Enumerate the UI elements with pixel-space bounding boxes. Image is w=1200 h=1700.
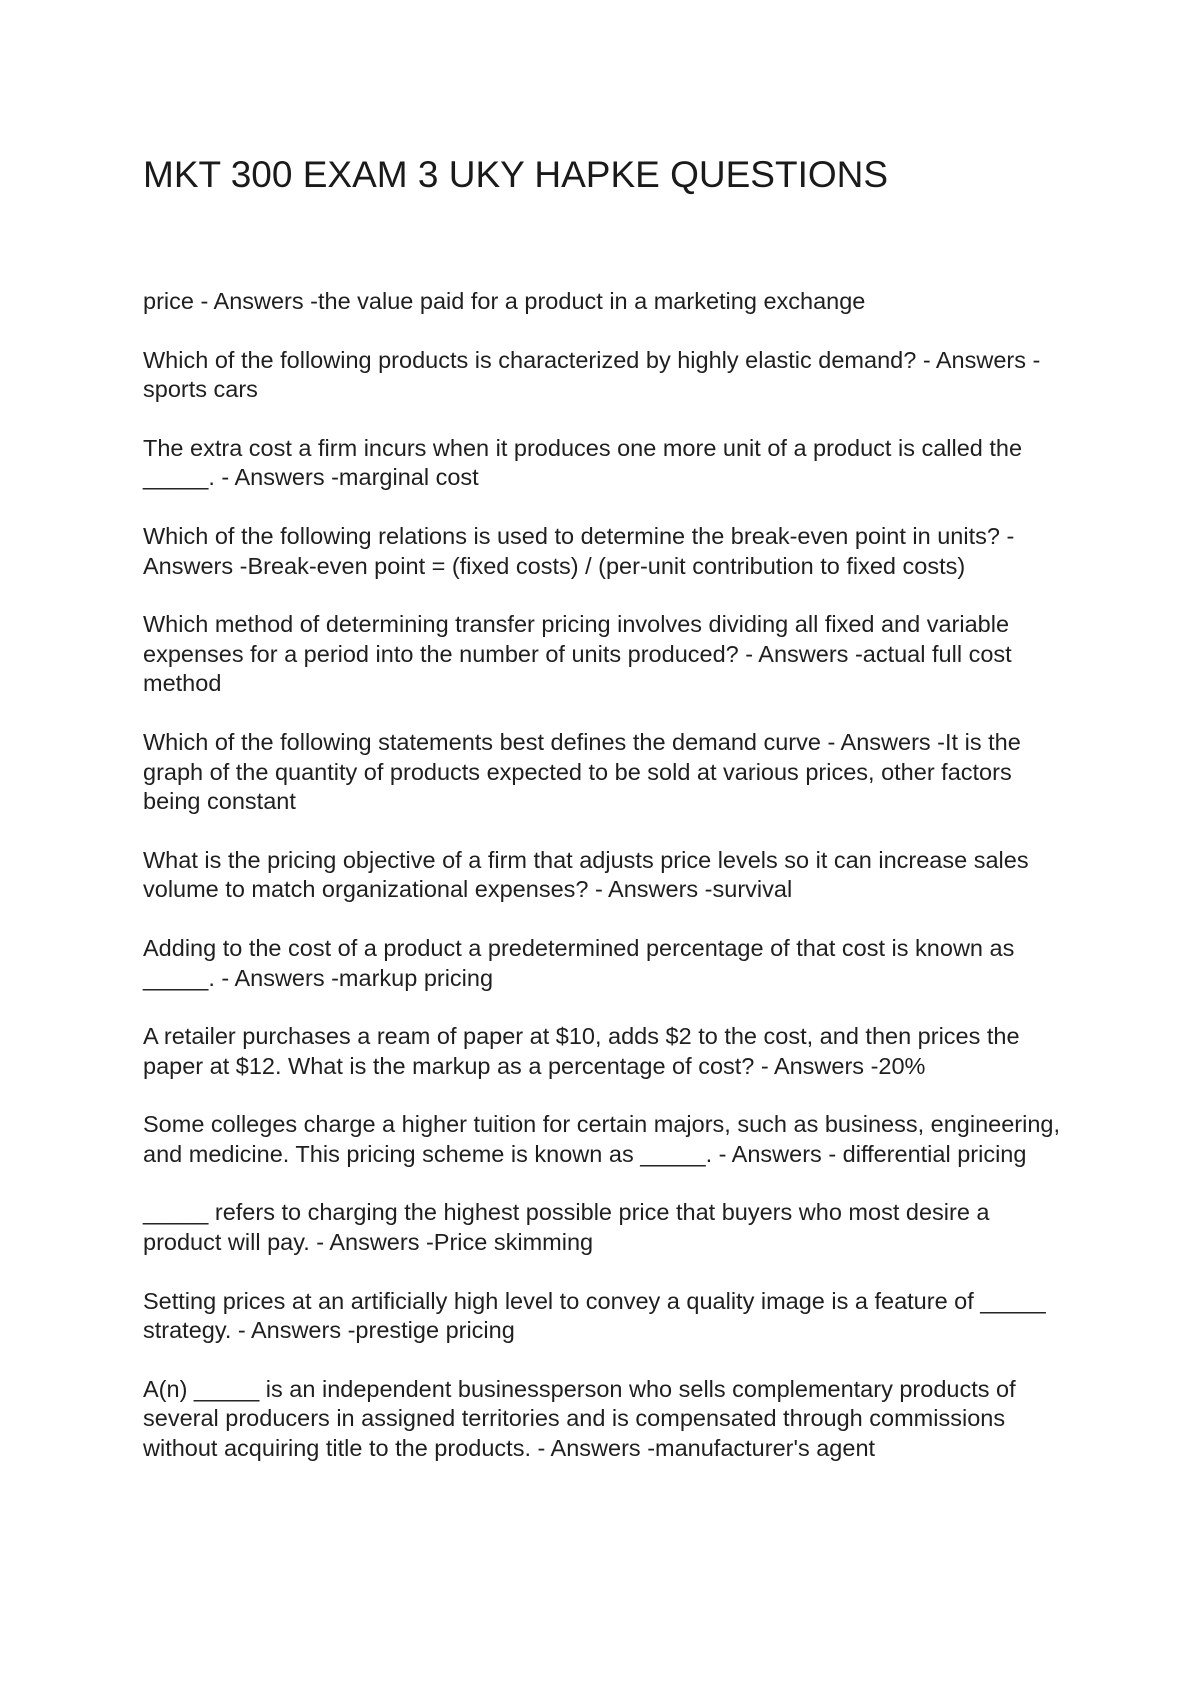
qa-item: Setting prices at an artificially high level to convey a quality image is a feature of _____ strategy. - Answers -prestige pricing: [143, 1287, 1046, 1344]
qa-item: Which method of determining transfer pricing involves dividing all fixed and variable expenses for a period into the number of units produced? - Answers -actual full cost method: [143, 611, 1012, 697]
qa-item: price - Answers -the value paid for a product in a marketing exchange: [143, 288, 866, 314]
qa-item: The extra cost a firm incurs when it produces one more unit of a product is called the _____. - Answers -marginal cost: [143, 434, 1023, 491]
document-title: MKT 300 EXAM 3 UKY HAPKE QUESTIONS: [143, 154, 889, 195]
qa-list: [143, 287, 1063, 1493]
qa-item: A(n) _____ is an independent businessperson who sells complementary products of several producers in assigned territories and is compensated through commissions without acquiring title to the products. - Answers -manufacturer's agent: [143, 1375, 1016, 1462]
qa-item: Some colleges charge a higher tuition for certain majors, such as business, engineering, and medicine. This pricing scheme is known as _____. - Answers - differential pricing: [143, 1111, 1061, 1167]
qa-item: Which of the following relations is used to determine the break-even point in units? - Answers -Break-even point = (fixed costs) / (per-unit contribution to fixed costs): [143, 522, 1015, 579]
qa-item: _____ refers to charging the highest possible price that buyers who most desire a product will pay. - Answers -Price skimming: [143, 1199, 990, 1256]
qa-item: Which of the following products is characterized by highly elastic demand? - Answers - sports cars: [143, 346, 1041, 403]
qa-item: What is the pricing objective of a firm that adjusts price levels so it can increase sales volume to match organizational expenses? - Answers -survival: [143, 846, 1029, 903]
qa-item: Adding to the cost of a product a predetermined percentage of that cost is known as _____. - Answers -markup pricing: [143, 934, 1015, 991]
qa-item: Which of the following statements best defines the demand curve - Answers -It is the graph of the quantity of products expected to be sold at various prices, other factors being constant: [143, 728, 1021, 815]
qa-item: A retailer purchases a ream of paper at $10, adds $2 to the cost, and then prices the paper at $12. What is the markup as a percentage of cost? - Answers -20%: [143, 1023, 1020, 1079]
